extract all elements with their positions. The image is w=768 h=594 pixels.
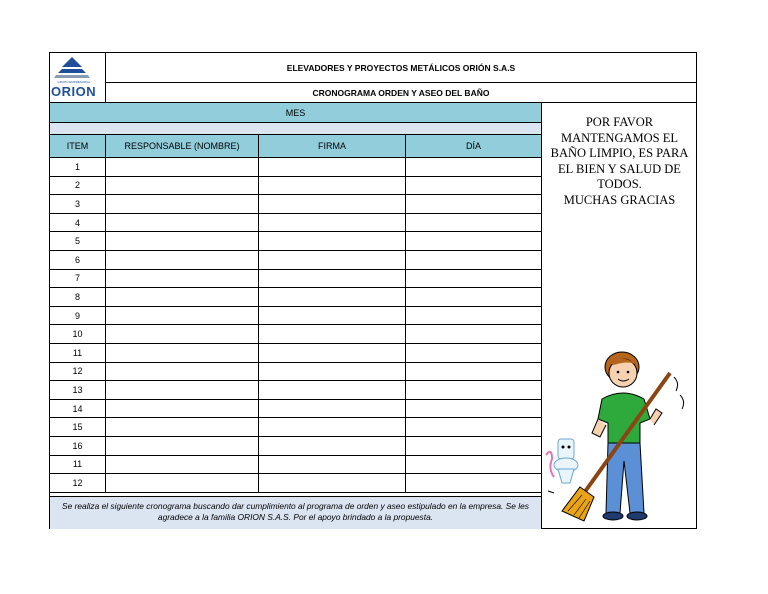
responsable-cell[interactable] (106, 381, 259, 399)
dia-cell[interactable] (406, 288, 541, 306)
firma-cell[interactable] (259, 195, 406, 213)
message-line: MUCHAS GRACIAS (563, 192, 676, 207)
responsable-cell[interactable] (106, 418, 259, 436)
cleanliness-message (542, 115, 697, 208)
firma-cell[interactable] (259, 270, 406, 288)
item-number-cell: 7 (50, 270, 106, 288)
month-row: MES (50, 103, 541, 123)
responsable-cell[interactable] (106, 270, 259, 288)
firma-cell[interactable] (259, 400, 406, 418)
message-panel (541, 103, 697, 529)
dia-cell[interactable] (406, 456, 541, 474)
item-number-cell: 13 (50, 381, 106, 399)
responsable-cell[interactable] (106, 158, 259, 176)
message-line: MANTENGAMOS EL (560, 130, 678, 145)
item-number-cell: 16 (50, 437, 106, 455)
item-number-cell: 12 (50, 474, 106, 492)
month-blank-row (50, 123, 541, 135)
responsable-cell[interactable] (106, 474, 259, 492)
firma-cell[interactable] (259, 232, 406, 250)
firma-cell[interactable] (259, 288, 406, 306)
table-row (50, 307, 541, 326)
item-number-cell: 14 (50, 400, 106, 418)
dia-cell[interactable] (406, 177, 541, 195)
table-row (50, 177, 541, 196)
dia-cell[interactable] (406, 232, 541, 250)
header-responsable: RESPONSABLE (NOMBRE) (106, 135, 259, 157)
responsable-cell[interactable] (106, 456, 259, 474)
item-number-cell: 2 (50, 177, 106, 195)
firma-cell[interactable] (259, 307, 406, 325)
item-number-cell: 4 (50, 214, 106, 232)
company-logo (50, 53, 106, 102)
responsable-cell[interactable] (106, 363, 259, 381)
table-row (50, 232, 541, 251)
dia-cell[interactable] (406, 195, 541, 213)
table-row (50, 288, 541, 307)
table-row (50, 270, 541, 289)
footer-note: Se realiza el siguiente cronograma buscando dar cumplimiento al programa de orden y aseo estipulado en la empresa. Se les agradece a la familia ORION S.A.S. Por el apoyo brindado a la propuesta. (50, 496, 541, 529)
firma-cell[interactable] (259, 251, 406, 269)
dia-cell[interactable] (406, 344, 541, 362)
dia-cell[interactable] (406, 363, 541, 381)
dia-cell[interactable] (406, 418, 541, 436)
item-number-cell: 6 (50, 251, 106, 269)
message-line: EL BIEN Y SALUD DE (558, 161, 681, 176)
responsable-cell[interactable] (106, 400, 259, 418)
firma-cell[interactable] (259, 325, 406, 343)
table-row (50, 158, 541, 177)
table-row (50, 195, 541, 214)
item-number-cell: 9 (50, 307, 106, 325)
item-number-cell: 12 (50, 363, 106, 381)
document-title: CRONOGRAMA ORDEN Y ASEO DEL BAÑO (312, 87, 490, 98)
firma-cell[interactable] (259, 418, 406, 436)
responsable-cell[interactable] (106, 344, 259, 362)
logo-subtext: GRUPO EMPRESARIAL (57, 80, 91, 84)
dia-cell[interactable] (406, 214, 541, 232)
responsable-cell[interactable] (106, 214, 259, 232)
responsable-cell[interactable] (106, 288, 259, 306)
table-body (50, 158, 541, 493)
item-number-cell: 11 (50, 344, 106, 362)
firma-cell[interactable] (259, 456, 406, 474)
table-row (50, 474, 541, 493)
responsable-cell[interactable] (106, 232, 259, 250)
responsable-cell[interactable] (106, 195, 259, 213)
firma-cell[interactable] (259, 158, 406, 176)
item-number-cell: 5 (50, 232, 106, 250)
responsable-cell[interactable] (106, 325, 259, 343)
table-row (50, 363, 541, 382)
responsable-cell[interactable] (106, 251, 259, 269)
item-number-cell: 3 (50, 195, 106, 213)
item-number-cell: 8 (50, 288, 106, 306)
table-row (50, 437, 541, 456)
table-row (50, 418, 541, 437)
table-row (50, 400, 541, 419)
dia-cell[interactable] (406, 381, 541, 399)
message-line: POR FAVOR (585, 115, 654, 129)
firma-cell[interactable] (259, 363, 406, 381)
responsable-cell[interactable] (106, 307, 259, 325)
item-number-cell: 11 (50, 456, 106, 474)
boy-sweeping-icon (544, 343, 694, 528)
item-number-cell: 15 (50, 418, 106, 436)
dia-cell[interactable] (406, 158, 541, 176)
header-firma: FIRMA (259, 135, 406, 157)
dia-cell[interactable] (406, 400, 541, 418)
schedule-sheet (49, 52, 697, 529)
table-row (50, 456, 541, 475)
table-header (50, 135, 541, 158)
firma-cell[interactable] (259, 474, 406, 492)
firma-cell[interactable] (259, 177, 406, 195)
dia-cell[interactable] (406, 251, 541, 269)
firma-cell[interactable] (259, 437, 406, 455)
schedule-table (50, 103, 541, 493)
header-dia: DÍA (465, 141, 481, 151)
dia-cell[interactable] (406, 307, 541, 325)
item-number-cell: 10 (50, 325, 106, 343)
firma-cell[interactable] (259, 344, 406, 362)
header-item: ITEM (50, 135, 106, 157)
dia-cell[interactable] (406, 437, 541, 455)
responsable-cell[interactable] (106, 177, 259, 195)
message-line: BAÑO LIMPIO, ES PARA (550, 146, 689, 160)
table-row (50, 344, 541, 363)
table-row (50, 251, 541, 270)
company-name: ELEVADORES Y PROYECTOS METÁLICOS ORIÓN S.A.S (106, 53, 696, 83)
item-number-cell: 1 (50, 158, 106, 176)
dia-cell[interactable] (406, 270, 541, 288)
firma-cell[interactable] (259, 381, 406, 399)
logo-text: ORION (51, 84, 97, 99)
message-line: TODOS. (597, 177, 642, 191)
table-row (50, 214, 541, 233)
table-row (50, 381, 541, 400)
table-row (50, 325, 541, 344)
firma-cell[interactable] (259, 214, 406, 232)
dia-cell[interactable] (406, 325, 541, 343)
dia-cell[interactable] (406, 474, 541, 492)
responsable-cell[interactable] (106, 437, 259, 455)
